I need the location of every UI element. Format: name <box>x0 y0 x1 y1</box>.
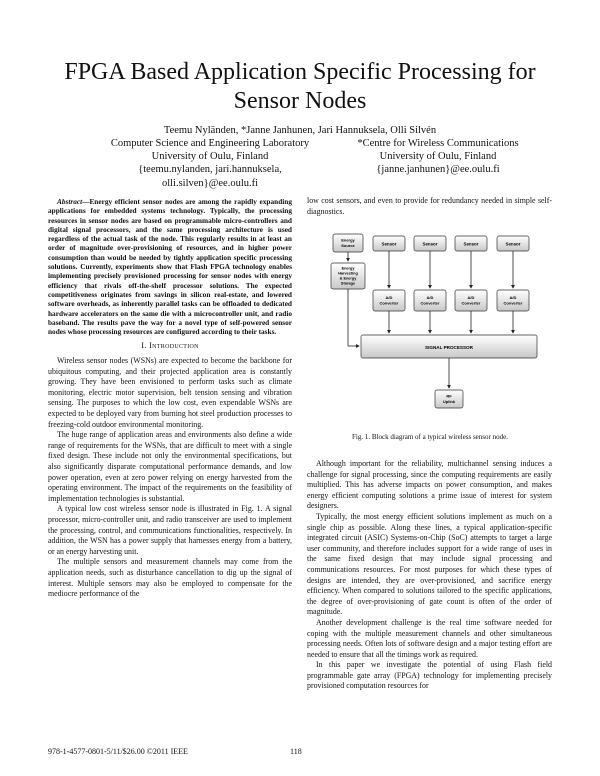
sensor-label: Sensor <box>422 241 438 247</box>
ad-converter-block-3 <box>455 290 487 311</box>
affiliation-right-lab: *Centre for Wireless Communications <box>357 138 519 149</box>
sensor-block-1 <box>373 236 405 251</box>
right-paragraph-4: In this paper we investigate the potential of using Flash field programmable gate array (FPGA) technology for implementing precisely provisioned computation resources for <box>307 660 552 691</box>
affiliation-left-university: University of Oulu, Finland <box>151 151 269 163</box>
title-line-1: FPGA Based Application Specific Processing for <box>64 59 536 85</box>
energy-storage-line2: Harvesting <box>338 271 358 276</box>
paper-title <box>0 58 600 116</box>
ad-line2: Converter <box>503 300 523 306</box>
ad-converter-block-2 <box>414 290 446 311</box>
energy-source-block <box>333 234 363 252</box>
right-column <box>307 459 552 692</box>
abstract-label: Abstract <box>57 197 83 206</box>
figure-caption: Fig. 1. Block diagram of a typical wireless sensor node. <box>352 433 508 441</box>
intro-paragraph-4: The multiple sensors and measurement channels may come from the application needs, such as disturbance cancellation to dig up the signal of interest. Multiple sensors may also be employed to compensate for the mediocre performance of the <box>48 557 292 599</box>
figure-block-diagram <box>325 228 545 420</box>
ad-line1: A/D <box>509 295 517 300</box>
energy-storage-block <box>331 263 365 289</box>
page-number: 118 <box>290 747 302 756</box>
ad-line1: A/D <box>426 295 434 300</box>
author-list: Teemu Nyländen, *Janne Janhunen, Jari Hannuksela, Olli Silvén <box>163 125 437 136</box>
abstract-text: —Energy efficient sensor nodes are among the rapidly expanding applications for embedded systems technology. Typically, the processing resources in sensor nodes are based on programmable micro-controllers and digital signal processors, and the same processing architecture is used regardless of the actual task of the node. This regularly results in at least an order of magnitude over-provisioning of resources, and in higher power consumption than would be needed by tightly application specific processing solutions. Currently, experiments show that Flash FPGA technology enables implementing precisely provisioned processing for sensor nodes with energy efficiency that rivals off-the-shelf processor solutions. The expected competitiveness originates from savings in silicon real-estate, and lowered software overheads, as inherently parallel tasks can be offloaded to dedicated hardware accelerators on the same die with a microcontroller unit, and radio baseband. The results pave the way for a novel type of self-powered sensor nodes whose processing resources are configured according to their tasks. <box>48 197 292 337</box>
signal-processor-label: SIGNAL PROCESSOR <box>425 345 473 350</box>
energy-storage-line1: Energy <box>341 266 355 271</box>
energy-source-line1: Energy <box>341 237 355 243</box>
ad-converter-block-1 <box>373 290 405 311</box>
right-paragraph-2: Typically, the most energy efficient solutions implement as much on a single chip as possible. Along these lines, a typical application-specific integrated circuit (ASIC) Systems-on-Chip (SoC) attempts to target a large user community, and therefore includes support for a wide range of uses in the same fixed design that may include signal processing and communications resources. For most purposes for which these types of designs are intended, they are over-provisioned, and sacrifice energy efficiency. When compared to solutions tailored to the specific applications, the degree of over-provisioning of gate count is often of the order of magnitude. <box>307 511 552 617</box>
sensor-block-4 <box>497 236 529 251</box>
affiliation-left-lab: Computer Science and Engineering Laboratory <box>110 138 310 149</box>
affiliation-right <box>338 137 538 177</box>
ad-converter-block-4 <box>497 290 529 311</box>
sensor-label: Sensor <box>463 241 479 247</box>
affiliation-left-email: {teemu.nylanden, jari.hannuksela, olli.silven}@ee.oulu.fi <box>138 164 282 189</box>
section-number: I. <box>141 341 147 351</box>
rf-uplink-line2: Uplink <box>442 399 456 404</box>
right-paragraph-3: Another development challenge is the real time software needed for coping with the multiple measurement channels and other simultaneous processing needs. Often lots of software design and a major testing effort are needed to ensure that all the timings work as required. <box>307 617 552 659</box>
ad-line1: A/D <box>467 295 475 300</box>
sensor-label: Sensor <box>505 241 521 247</box>
signal-processor-block <box>361 335 537 358</box>
rf-uplink-line1: RF <box>446 393 452 399</box>
section-heading-introduction <box>48 341 292 352</box>
affiliation-left <box>95 137 325 190</box>
intro-paragraph-2: The huge range of application areas and environments also define a wide range of requirements for the WSNs, that are difficult to meet with a single fixed design. These include not only the environmental specifications, but also significantly disparate computational performance demands, and low power operation, even at zero power relying on energy harvested from the operating environment. The impact of the requirements on the feasibility of implementation technologies is substantial. <box>48 430 292 503</box>
energy-storage-line3: & Energy <box>339 276 357 281</box>
affiliation-right-university: University of Oulu, Finland <box>379 151 497 163</box>
ad-line2: Converter <box>461 300 481 306</box>
right-column-top <box>307 196 552 217</box>
left-column <box>48 197 292 600</box>
sensor-block-2 <box>414 236 446 251</box>
intro-paragraph-1: Wireless sensor nodes (WSNs) are expected to become the backbone for ubiquitous computing, and their projected application area is constantly growing. They have been envisioned to perform tasks such as climate monitoring, electric motor supervision, belt tension sensing and vibration sensing. The purposes to which the low cost, even expendable WSNs are expected to be deployed vary from burning hot steel production processes to freezing-cold outdoor environmental monitoring. <box>48 356 292 429</box>
title-line-2: Sensor Nodes <box>233 88 367 114</box>
section-title: Introduction <box>149 341 199 351</box>
sensor-label: Sensor <box>381 241 397 247</box>
energy-storage-line4: Storage <box>340 281 356 286</box>
right-paragraph-1: Although important for the reliability, multichannel sensing induces a challenge for signal processing, since the computing requirements are easily multiplied. This has adverse impacts on power consumption, and makes energy efficient computing solutions a prime issue of interest for system designers. <box>307 459 552 511</box>
right-continuation-paragraph: low cost sensors, and even to provide for redundancy needed in simple self-diagnostics. <box>307 196 552 216</box>
ad-line1: A/D <box>385 295 393 300</box>
abstract <box>48 197 292 336</box>
ad-line2: Converter <box>420 300 440 306</box>
intro-paragraph-3: A typical low cost wireless sensor node is illustrated in Fig. 1. A signal processor, micro-controller unit, and radio transceiver are used to implement the processing, control, and communications functionalities, respectively. In addition, the WSN has a power supply that harnesses energy from a battery, or an energy harvesting unit. <box>48 504 292 556</box>
rf-uplink-block <box>435 390 463 408</box>
energy-source-line2: Source <box>341 243 355 248</box>
affiliation-right-email: {janne.janhunen}@ee.oulu.fi <box>376 164 500 176</box>
sensor-block-3 <box>455 236 487 251</box>
footer-isbn: 978-1-4577-0801-5/11/$26.00 ©2011 IEEE <box>48 747 188 756</box>
ad-line2: Converter <box>379 300 399 306</box>
